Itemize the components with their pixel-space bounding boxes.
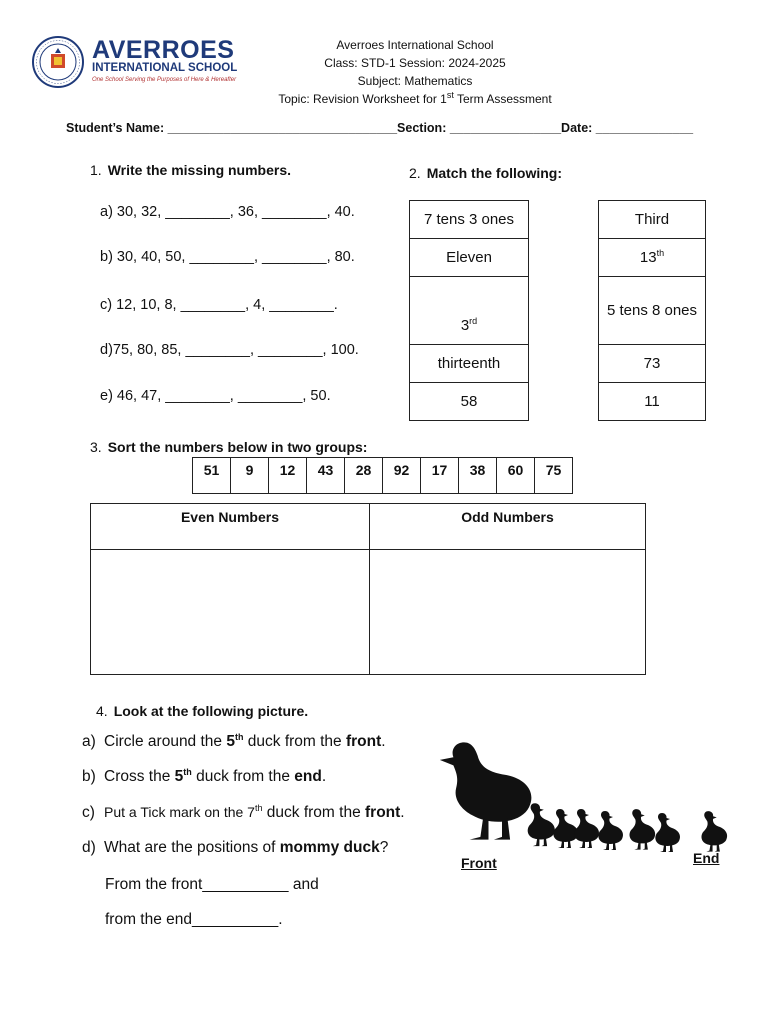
- match-right-4[interactable]: 73: [599, 345, 706, 383]
- logo-brand: AVERROES: [92, 36, 235, 64]
- end-caption: End: [693, 850, 720, 866]
- ducks-picture: [440, 735, 740, 855]
- school-name: Averroes International School: [336, 38, 494, 52]
- end-position-answer[interactable]: from the end__________.: [105, 911, 283, 928]
- front-caption: Front: [461, 855, 497, 871]
- match-left-5[interactable]: 58: [410, 383, 529, 421]
- q1-item-a[interactable]: a) 30, 32, ________, 36, ________, 40.: [100, 204, 355, 220]
- even-numbers-header: Even Numbers: [91, 504, 370, 550]
- duckling-5-icon[interactable]: [629, 809, 655, 850]
- match-left-1[interactable]: 7 tens 3 ones: [410, 201, 529, 239]
- document-header: [0, 36, 768, 108]
- even-numbers-answer-cell[interactable]: [91, 550, 370, 675]
- number-cell: 43: [307, 458, 345, 494]
- match-right-2[interactable]: 13th: [599, 239, 706, 277]
- q4-item-d: d) What are the positions of mommy duck?: [82, 839, 389, 856]
- match-table: [409, 200, 706, 421]
- q2-heading: 2. Match the following:: [409, 165, 563, 181]
- sort-table: [90, 503, 646, 675]
- duckling-6-icon[interactable]: [655, 813, 680, 852]
- duckling-1-icon[interactable]: [528, 803, 555, 846]
- duckling-4-icon[interactable]: [598, 811, 623, 850]
- number-cell: 12: [269, 458, 307, 494]
- numbers-strip: [192, 457, 573, 494]
- mother-duck-icon[interactable]: [440, 742, 531, 839]
- q1-heading: 1. Write the missing numbers.: [90, 162, 292, 178]
- q3-heading: 3. Sort the numbers below in two groups:: [90, 439, 368, 455]
- q4-item-c: c) Put a Tick mark on the 7th duck from the front.: [82, 802, 405, 821]
- number-cell: 51: [193, 458, 231, 494]
- number-cell: 9: [231, 458, 269, 494]
- q1-item-d[interactable]: d)75, 80, 85, ________, ________, 100.: [100, 342, 359, 358]
- logo-tagline: One School Serving the Purposes of Here & Hereafter: [92, 77, 237, 83]
- match-left-4[interactable]: thirteenth: [410, 345, 529, 383]
- number-cell: 38: [459, 458, 497, 494]
- class-session: Class: STD-1 Session: 2024-2025: [324, 56, 506, 70]
- q4-heading: 4. Look at the following picture.: [96, 703, 309, 719]
- duckling-2-icon[interactable]: [553, 809, 578, 848]
- q4-item-b: b) Cross the 5th duck from the end.: [82, 766, 327, 785]
- q1-item-b[interactable]: b) 30, 40, 50, ________, ________, 80.: [100, 249, 355, 265]
- duckling-7-icon[interactable]: [701, 811, 727, 852]
- match-left-2[interactable]: Eleven: [410, 239, 529, 277]
- number-cell: 92: [383, 458, 421, 494]
- duckling-3-icon[interactable]: [574, 809, 599, 848]
- number-cell: 17: [421, 458, 459, 494]
- match-gap[interactable]: [529, 201, 599, 421]
- q4-item-a: a) Circle around the 5th duck from the front.: [82, 731, 386, 750]
- topic: Topic: Revision Worksheet for 1st Term Assessment: [278, 90, 552, 106]
- odd-numbers-answer-cell[interactable]: [370, 550, 646, 675]
- subject: Subject: Mathematics: [357, 74, 473, 88]
- front-position-answer[interactable]: From the front__________ and: [105, 876, 319, 893]
- q1-item-c[interactable]: c) 12, 10, 8, ________, 4, ________.: [100, 297, 338, 313]
- number-cell: 75: [535, 458, 573, 494]
- number-cell: 60: [497, 458, 535, 494]
- q1-item-e[interactable]: e) 46, 47, ________, ________, 50.: [100, 388, 331, 404]
- odd-numbers-header: Odd Numbers: [370, 504, 646, 550]
- match-right-3[interactable]: 5 tens 8 ones: [599, 277, 706, 345]
- student-info-line[interactable]: Student’s Name: _________________________________Section: ________________Date: ______________: [66, 121, 694, 135]
- number-cell: 28: [345, 458, 383, 494]
- logo-subtitle: INTERNATIONAL SCHOOL: [92, 62, 238, 74]
- match-right-5[interactable]: 11: [599, 383, 706, 421]
- match-left-3[interactable]: 3rd: [410, 277, 529, 345]
- match-right-1[interactable]: Third: [599, 201, 706, 239]
